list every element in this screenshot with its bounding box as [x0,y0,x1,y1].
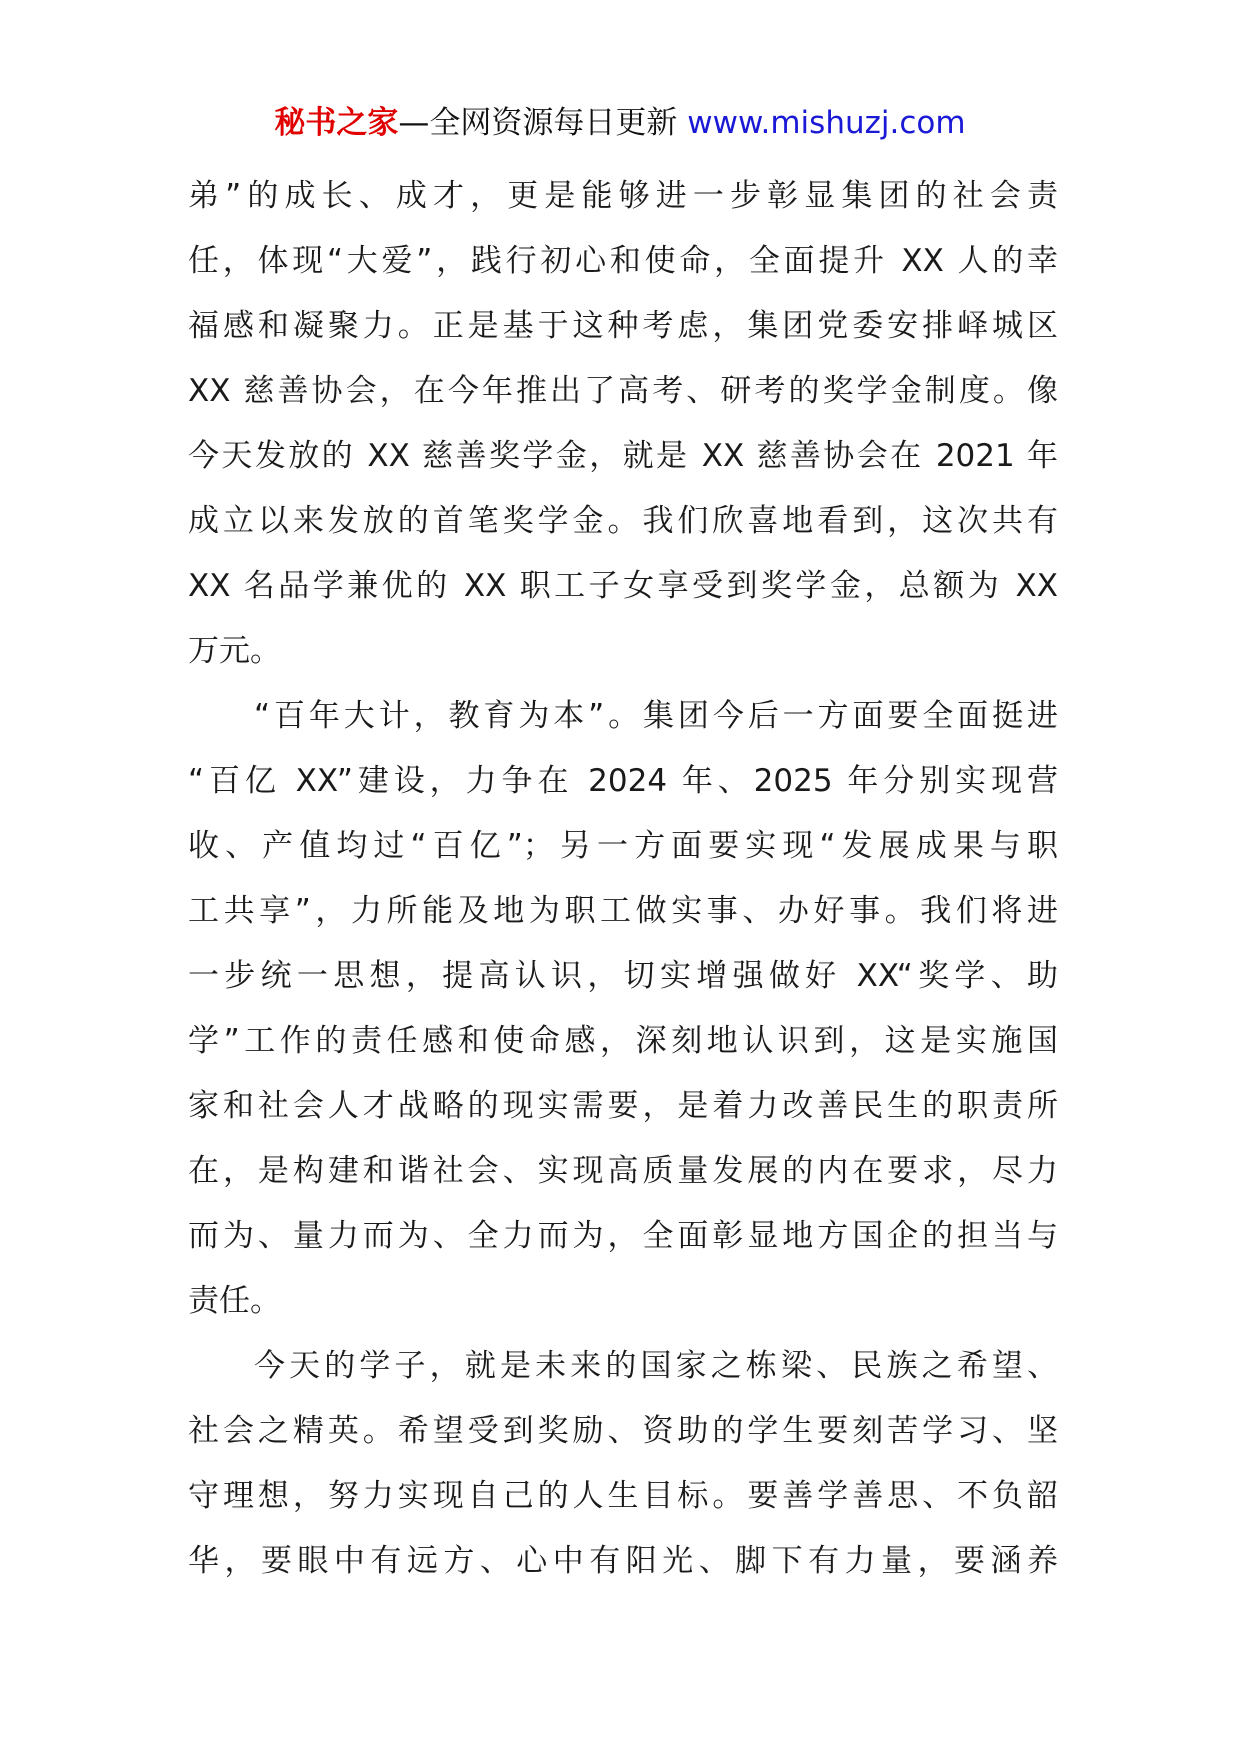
text-line: 今天发放的 XX 慈善奖学金，就是 XX 慈善协会在 2021 年 [188,438,1058,474]
text-line: 在，是构建和谐社会、实现高质量发展的内在要求，尽力 [188,1153,1058,1189]
text-line: 家和社会人才战略的现实需要，是着力改善民生的职责所 [188,1088,1058,1124]
paragraph-start-line: “百年大计，教育为本”。集团今后一方面要全面挺进 [254,698,1058,734]
text-line: 弟”的成长、成才，更是能够进一步彰显集团的社会责 [188,178,1058,214]
text-line: 而为、量力而为、全力而为，全面彰显地方国企的担当与 [188,1218,1058,1254]
paragraph-start-line: 今天的学子，就是未来的国家之栋梁、民族之希望、 [254,1348,1058,1384]
text-line: XX 慈善协会，在今年推出了高考、研考的奖学金制度。像 [188,373,1058,409]
text-line: 社会之精英。希望受到奖励、资助的学生要刻苦学习、坚 [188,1413,1058,1449]
text-line: 万元。 [188,633,281,669]
body-text [188,164,1058,1594]
page-header [0,100,1240,146]
text-line: 任，体现“大爱”，践行初心和使命，全面提升 XX 人的幸 [188,243,1058,279]
text-line: “百亿 XX”建设，力争在 2024 年、2025 年分别实现营 [188,763,1058,799]
text-line: 福感和凝聚力。正是基于这种考虑，集团党委安排峄城区 [188,308,1058,344]
text-line: XX 名品学兼优的 XX 职工子女享受到奖学金，总额为 XX [188,568,1058,604]
header-tagline: —全网资源每日更新 [398,105,688,141]
text-line: 华，要眼中有远方、心中有阳光、脚下有力量，要涵养 [188,1543,1058,1579]
website-link[interactable]: www.mishuzj.com [687,105,966,141]
text-line: 守理想，努力实现自己的人生目标。要善学善思、不负韶 [188,1478,1058,1514]
text-line: 工共享”，力所能及地为职工做实事、办好事。我们将进 [188,893,1058,929]
brand-name: 秘书之家 [274,105,399,141]
text-line: 一步统一思想，提高认识，切实增强做好 XX“奖学、助 [188,958,1058,994]
text-line: 责任。 [188,1283,281,1319]
text-line: 收、产值均过“百亿”；另一方面要实现“发展成果与职 [188,828,1058,864]
text-line: 成立以来发放的首笔奖学金。我们欣喜地看到，这次共有 [188,503,1058,539]
text-line: 学”工作的责任感和使命感，深刻地认识到，这是实施国 [188,1023,1058,1059]
